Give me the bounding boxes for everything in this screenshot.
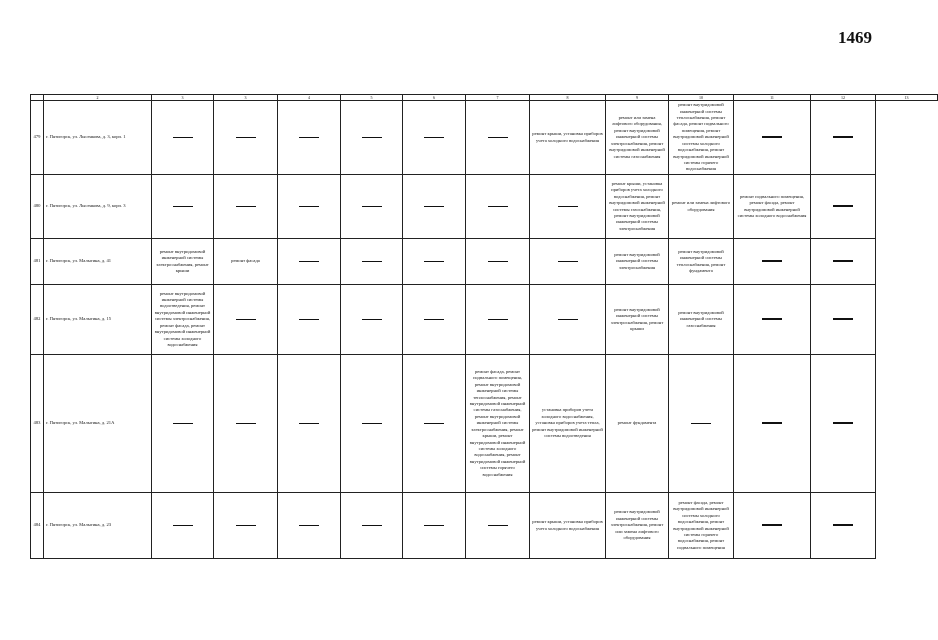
table-row: [31, 355, 938, 493]
dash-mark: [299, 319, 319, 320]
empty-dash-cell: [811, 285, 876, 355]
header-cell: 10: [669, 95, 734, 101]
dash-mark: [173, 525, 193, 526]
dash-mark: [488, 525, 508, 526]
header-cell: 3: [214, 95, 278, 101]
table-row: [31, 239, 938, 285]
empty-dash-cell: [403, 101, 466, 175]
address-cell: г. Пятигорск, ул. Лысенкова, д. 3, корп. 1: [44, 101, 152, 175]
header-cell: 8: [530, 95, 606, 101]
dash-mark: [488, 261, 508, 262]
work-type-cell: ремонт крыши, установка приборов учета холодного водоснабжения: [530, 101, 606, 175]
empty-dash-cell: [466, 175, 530, 239]
empty-dash-cell: [278, 239, 341, 285]
dash-mark: [173, 206, 193, 207]
empty-dash-cell: [811, 355, 876, 493]
work-type-cell: установка приборов учета холодного водоснабжения, установка приборов учета тепла, ремонт внутридомовой инженерной системы водоотведения: [530, 355, 606, 493]
row-number-cell: 482: [31, 285, 44, 355]
work-type-cell: ремонт внутридомовой инженерной системы водоотведения, ремонт внутридомовой инженерной системы электроснабжения, ремонт фасада, ремонт внутридомовой инженерной системы холодного водоснабжения: [152, 285, 214, 355]
empty-dash-cell: [811, 101, 876, 175]
dash-mark: [362, 137, 382, 138]
dash-mark: [236, 423, 256, 424]
empty-dash-cell: [278, 175, 341, 239]
empty-dash-cell: [214, 493, 278, 559]
empty-dash-cell: [466, 239, 530, 285]
work-type-cell: ремонт внутридомовой инженерной системы теплоснабжения, ремонт фундамента: [669, 239, 734, 285]
work-type-cell: ремонт внутридомовой инженерной системы электроснабжения, ремонт крыши: [606, 285, 669, 355]
dash-mark: [558, 261, 578, 262]
empty-dash-cell: [530, 285, 606, 355]
dash-mark: [488, 319, 508, 320]
dash-mark: [762, 260, 782, 262]
dash-mark: [236, 137, 256, 138]
work-type-cell: ремонт фасада, ремонт подвального помещения, ремонт внутридомовой инженерной системы теплоснабжения, ремонт внутридомовой инженерной системы газоснабжения, ремонт внутридомовой инженерной системы электроснабжения, ремонт крыши, ремонт внутридомовой инженерной системы холодного водоснабжения, ремонт внутридомовой инженерной системы горячего водоснабжения: [466, 355, 530, 493]
empty-dash-cell: [403, 285, 466, 355]
empty-dash-cell: [152, 101, 214, 175]
dash-mark: [362, 261, 382, 262]
work-type-cell: ремонт фасада: [214, 239, 278, 285]
empty-dash-cell: [530, 175, 606, 239]
work-type-cell: ремонт фасада, ремонт внутридомовой инженерной системы холодного водоснабжения, ремонт внутридомовой инженерной системы горячего водоснабжения, ремонт подвального помещения: [669, 493, 734, 559]
dash-mark: [558, 319, 578, 320]
empty-dash-cell: [214, 101, 278, 175]
dash-mark: [488, 206, 508, 207]
dash-mark: [833, 136, 853, 138]
dash-mark: [762, 318, 782, 320]
table-body: [31, 101, 938, 559]
work-type-cell: ремонт внутридомовой инженерной системы теплоснабжения, ремонт фасада, ремонт подвального помещения, ремонт внутридомовой инженерной системы холодного водоснабжения, ремонт внутридомовой инженерной системы горячего водоснабжения: [669, 101, 734, 175]
dash-mark: [833, 524, 853, 526]
address-cell: г. Пятигорск, ул. Малыгина, д. 23: [44, 493, 152, 559]
table-row: [31, 493, 938, 559]
empty-dash-cell: [734, 355, 811, 493]
empty-dash-cell: [341, 285, 403, 355]
empty-dash-cell: [530, 239, 606, 285]
empty-dash-cell: [811, 239, 876, 285]
address-cell: г. Пятигорск, ул. Малыгина, д. 21А: [44, 355, 152, 493]
empty-dash-cell: [152, 175, 214, 239]
work-type-cell: ремонт крыши, установка приборов учета холодного водоснабжения: [530, 493, 606, 559]
empty-dash-cell: [341, 101, 403, 175]
empty-dash-cell: [811, 493, 876, 559]
empty-dash-cell: [341, 355, 403, 493]
row-number-cell: 479: [31, 101, 44, 175]
dash-mark: [833, 205, 853, 207]
empty-dash-cell: [214, 285, 278, 355]
header-cell: 6: [403, 95, 466, 101]
empty-dash-cell: [341, 175, 403, 239]
empty-dash-cell: [278, 493, 341, 559]
table-row: [31, 285, 938, 355]
dash-mark: [833, 260, 853, 262]
dash-mark: [236, 525, 256, 526]
dash-mark: [362, 525, 382, 526]
empty-dash-cell: [278, 355, 341, 493]
empty-dash-cell: [669, 355, 734, 493]
dash-mark: [424, 137, 444, 138]
dash-mark: [362, 206, 382, 207]
empty-dash-cell: [403, 493, 466, 559]
work-type-cell: ремонт или замена лифтового оборудования, ремонт внутридомовой инженерной системы электроснабжения, ремонт внутридомовой инженерной системы газоснабжения: [606, 101, 669, 175]
work-type-cell: ремонт внутридомовой инженерной системы электроснабжения: [606, 239, 669, 285]
dash-mark: [424, 525, 444, 526]
dash-mark: [762, 422, 782, 424]
empty-dash-cell: [214, 175, 278, 239]
work-type-cell: ремонт фундамента: [606, 355, 669, 493]
dash-mark: [299, 423, 319, 424]
header-cell: 7: [466, 95, 530, 101]
empty-dash-cell: [278, 285, 341, 355]
empty-dash-cell: [466, 285, 530, 355]
dash-mark: [299, 261, 319, 262]
work-type-cell: ремонт или замена лифтового оборудования: [669, 175, 734, 239]
dash-mark: [833, 422, 853, 424]
dash-mark: [424, 206, 444, 207]
address-cell: г. Пятигорск, ул. Лысенкова, д. 9, корп. 3: [44, 175, 152, 239]
empty-dash-cell: [466, 101, 530, 175]
header-cell: 3: [152, 95, 214, 101]
dash-mark: [299, 137, 319, 138]
work-type-cell: ремонт крыши, установка приборов учета холодного водоснабжения, ремонт внутридомовой инженерной системы газоснабжения, ремонт внутридомовой инженерной системы электроснабжения: [606, 175, 669, 239]
dash-mark: [236, 206, 256, 207]
dash-mark: [362, 319, 382, 320]
empty-dash-cell: [734, 493, 811, 559]
empty-dash-cell: [341, 493, 403, 559]
dash-mark: [833, 318, 853, 320]
work-type-cell: ремонт внутридомовой инженерной системы электроснабжения, ремонт или замена лифтового оборудования: [606, 493, 669, 559]
header-cell: 4: [278, 95, 341, 101]
work-type-cell: ремонт подвального помещения, ремонт фасада, ремонт внутридомовой инженерной системы холодного водоснабжения: [734, 175, 811, 239]
dash-mark: [424, 319, 444, 320]
dash-mark: [173, 423, 193, 424]
empty-dash-cell: [403, 239, 466, 285]
empty-dash-cell: [734, 285, 811, 355]
empty-dash-cell: [403, 355, 466, 493]
empty-dash-cell: [466, 493, 530, 559]
page-number: 1469: [838, 28, 872, 47]
header-cell: 11: [734, 95, 811, 101]
address-cell: г. Пятигорск, ул. Малыгина, д. 15: [44, 285, 152, 355]
header-cell: 12: [811, 95, 876, 101]
empty-dash-cell: [341, 239, 403, 285]
empty-dash-cell: [734, 101, 811, 175]
dash-mark: [299, 206, 319, 207]
repair-schedule-table: [30, 94, 938, 559]
work-type-cell: ремонт внутридомовой инженерной системы газоснабжения: [669, 285, 734, 355]
empty-dash-cell: [214, 355, 278, 493]
table-row: [31, 175, 938, 239]
dash-mark: [762, 524, 782, 526]
dash-mark: [424, 423, 444, 424]
dash-mark: [173, 137, 193, 138]
dash-mark: [424, 261, 444, 262]
work-type-cell: ремонт внутридомовой инженерной системы электроснабжения, ремонт крыши: [152, 239, 214, 285]
dash-mark: [762, 136, 782, 138]
empty-dash-cell: [811, 175, 876, 239]
empty-dash-cell: [734, 239, 811, 285]
row-number-cell: 481: [31, 239, 44, 285]
dash-mark: [488, 137, 508, 138]
dash-mark: [558, 206, 578, 207]
header-cell: 2: [44, 95, 152, 101]
empty-dash-cell: [152, 355, 214, 493]
dash-mark: [691, 423, 711, 424]
empty-dash-cell: [152, 493, 214, 559]
row-number-cell: 480: [31, 175, 44, 239]
dash-mark: [362, 423, 382, 424]
dash-mark: [236, 319, 256, 320]
row-number-cell: 483: [31, 355, 44, 493]
address-cell: г. Пятигорск, ул. Малыгина, д. 41: [44, 239, 152, 285]
header-cell: 5: [341, 95, 403, 101]
empty-dash-cell: [403, 175, 466, 239]
table-row: [31, 101, 938, 175]
dash-mark: [299, 525, 319, 526]
header-cell: 9: [606, 95, 669, 101]
row-number-cell: 484: [31, 493, 44, 559]
empty-dash-cell: [278, 101, 341, 175]
header-cell: 13: [876, 95, 938, 101]
